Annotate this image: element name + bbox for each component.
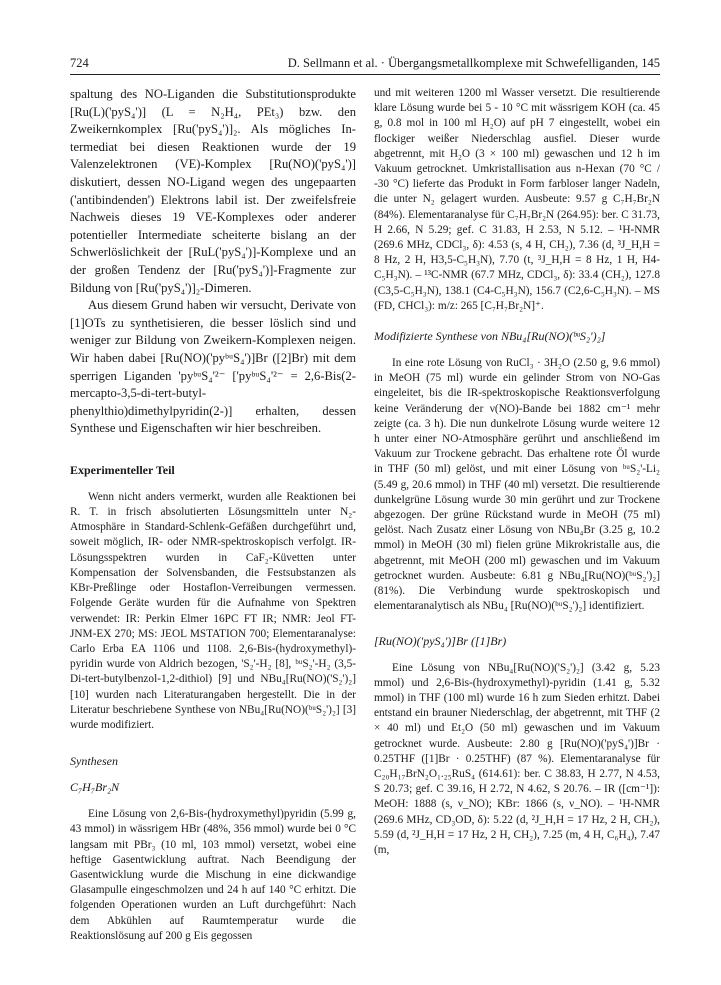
left-paragraph-3: Wenn nicht anders vermerkt, wurden alle Reaktionen bei R. T. in frisch absolutierten Lösungsmitteln unter N₂-Atmosphäre in Standard-Schlenk-Gefäßen durchgeführt und, soweit möglich, IR- oder NMR-spektroskopisch verfolgt. IR-Lösungsspektren wurden in CaF₂-Küvetten unter Kompensation der Solvensbanden, die Festsubstanzen als KBr-Preßlinge oder Hostaflon-Verreibungen vermessen. Folgende Geräte wurden für die Aufnahme von Spektren verwendet: IR: Perkin Elmer 16PC FT IR; NMR: Jeol FT-JNM-EX 270; MS: JEOL MSTATION 700; Elementaranalyse: Carlo Erba EA 1106 und 1108. 2,6-Bis-(hydroxymethyl)-pyridin wurde von Aldrich bezogen, 'S₂'-H₂ [8], ᵇᵘS₂'-H₂ (3,5-Di-tert-butylbenzol-1,2-dithiol) [9] und NBu₄[Ru(NO)('S₂')₂] [10] wurden nach Literaturangaben hergestellt. Die in der Literatur beschriebene Synthese von NBu₄[Ru(NO)(ᵇᵘS₂')₂] [3] wurde modifiziert. (70, 490, 356, 731)
subsection-heading-synthesen: Synthesen (70, 754, 118, 769)
left-column (70, 86, 356, 966)
compound-heading-ru-complex: [Ru(NO)('pyS₄')]Br ([1]Br) (374, 633, 507, 648)
left-paragraph-4: Eine Lösung von 2,6-Bis-(hydroxymethyl)pyridin (5.99 g, 43 mmol) in wässrigem HBr (48%, 356 mmol) wurde bei 0 °C langsam mit PBr₃ (10 ml, 103 mmol) versetzt, wobei eine heftige Gasentwicklung auftrat. Nach Beendigung der Gasentwicklung wurde die Mischung in eine dickwandige Glasampulle eingeschmolzen und 24 h auf 140 °C erhitzt. Die folgenden Operationen wurden an Luft durchgeführt: Nach dem Abkühlen auf Raumtemperatur wurde die Reaktionslösung auf 200 g Eis gegossen (70, 808, 356, 942)
subsection-heading-modified-synthesis: Modifizierte Synthese von NBu₄[Ru(NO)(ᵇᵘS₂')₂] (374, 329, 606, 344)
compound-heading-c7h7br2n: C₇H₇Br₂N (70, 780, 120, 795)
right-paragraph-2: In eine rote Lösung von RuCl₃ · 3H₂O (2.50 g, 9.6 mmol) in MeOH (75 ml) wurde ein gelinder Strom von NO-Gas eingeleitet, bis die IR-spektroskopische Reaktionsverfolgung keine Veränderung der ν(NO)-Bande bei 1882 cm⁻¹ mehr zeigte (ca. 3 h). Die nun dunkelrote Lösung wurde weitere 12 h unter einer NO-Atmosphäre gerührt und anschließend im Vakuum zur Trockene gebracht. Das erhaltene rote Öl wurde in THF (50 ml) gelöst, und mit einer Lösung von ᵇᵘS₂'-Li₂ (5.49 g, 20.6 mmol) in THF (40 ml) versetzt. Die resultierende dunkelgrüne Lösung wurde 30 min gerührt und zur Trockene abgezogen. Der grüne Rückstand wurde in MeOH (75 ml) gelöst. Nach Zusatz einer Lösung von NBu₄Br (3.25 g, 10.2 mmol) in MeOH (30 ml) fielen grüne Mikrokristalle aus, die abgetrennt, mit MeOH (200 ml) gewaschen und im Vakuum getrocknet wurden. Ausbeute: 6.81 g NBu₄[Ru(NO)(ᵇᵘS₂')₂] (81%). Die Verbindung wurde spektroskopisch und elementaranalytisch als NBu₄ [Ru(NO)(ᵇᵘS₂')₂] identifiziert. (374, 357, 660, 613)
left-paragraph-1: spaltung des NO-Liganden die Substitutionsprodukte [Ru(L)('pyS₄')] (L = N₂H₄, PEt₃) bzw. den Zweikernkomplex [Ru('pyS₄')]₂. Als mögliches Intermediat bei diesen Reaktionen wurde der 19 Valenzelektronen (VE)-Komplex [Ru(NO)('pyS₄')] diskutiert, dessen NO-Ligand wegen des ungepaarten ('antibindenden') Elektrons labil ist. Der zweifelsfreie Nachweis dieses 19 VE-Komplexes oder anderer potentieller Intermediate scheiterte bislang an der Schwerlöslichkeit der [RuL('pyS₄')]-Komplexe und an der großen Tendenz der [Ru('pyS₄')]-Fragmente zur Bildung von [Ru('pyS₄')]₂-Dimeren. (70, 87, 356, 295)
page-header (70, 54, 660, 72)
header-rule (70, 74, 660, 75)
right-paragraph-1: und mit weiteren 1200 ml Wasser versetzt. Die resultierende klare Lösung wurde bei 5 - 10 °C mit wässrigem KOH (ca. 45 g, 0.8 mol in 100 ml H₂O) auf pH 7 eingestellt, wobei ein flockiger weißer Niederschlag ausfiel. Dieser wurde abgetrennt, mit H₂O (3 × 100 ml) gewaschen und 12 h im Vakuum getrocknet. Umkristallisation aus n-Hexan (70 °C / -30 °C) lieferte das Produkt in Form farbloser langer Nadeln, die unter N₂ gelagert wurden. Ausbeute: 9.57 g C₇H₇Br₂N (84%). Elementaranalyse für C₇H₇Br₂N (264.95): ber. C 31.73, H 2.66, N 5.29; gef. C 31.83, H 2.53, N 5.12. – ¹H-NMR (269.6 MHz, CDCl₃, δ): 4.53 (s, 4 H, CH₂), 7.36 (d, ³J_H,H = 8 Hz, 2 H, H3,5-C₅H₃N), 7.70 (t, ³J_H,H = 8 Hz, 1 H, H4-C₅H₃N). – ¹³C-NMR (67.7 MHz, CDCl₃, δ): 33.4 (CH₂), 127.8 (C3,5-C₅H₃N), 138.1 (C4-C₅H₃N), 156.7 (C2,6-C₅H₃N). – MS (FD, CHCl₃): m/z: 265 [C₇H₇Br₂N]⁺. (374, 87, 660, 312)
section-heading-experimental: Experimenteller Teil (70, 462, 175, 477)
right-paragraph-3: Eine Lösung von NBu₄[Ru(NO)('S₂')₂] (3.42 g, 5.23 mmol) und 2,6-Bis-(hydroxymethyl)-pyridin (1.41 g, 5.32 mmol) in THF (100 ml) wurde 16 h zum Sieden erhitzt. Dabei entstand ein brauner Niederschlag, der abgetrennt, mit THF (2 × 40 ml) und Et₂O (50 ml) gewaschen und im Vakuum getrocknet wurde. Ausbeute: 2.80 g [Ru(NO)('pyS₄')]Br · 0.25THF ([1]Br · 0.25THF) (87 %). Elementaranalyse für C₂₀H₁₇BrN₂O₁.₂₅RuS₄ (614.61): ber. C 38.83, H 2.77, N 4.53, S 20.73; gef. C 39.16, H 2.72, N 4.62, S 20.76. – IR ([cm⁻¹]): MeOH: 1888 (s, ν_NO); KBr: 1866 (s, ν_NO). – ¹H-NMR (269.6 MHz, CD₃OD, δ): 5.22 (d, ²J_H,H = 17 Hz, 2 H, CH₂), 5.59 (d, ²J_H,H = 17 Hz, 2 H, CH₂), 7.25 (m, 4 H, C₆H₄), 7.47 (m, (374, 661, 660, 856)
running-title: D. Sellmann et al. · Übergangsmetallkomplexe mit Schwefelliganden, 145 (287, 56, 660, 70)
left-paragraph-2: Aus diesem Grund haben wir versucht, Derivate von [1]OTs zu synthetisieren, die besser löslich sind und weniger zur Bildung von Zweikern-Komplexen neigen. Wir haben dabei [Ru(NO)('pyᵇᵘS₄')]Br ([2]Br) mit dem sperrigen Liganden 'pyᵇᵘS₄'²⁻ ['pyᵇᵘS₄'²⁻ = 2,6-Bis(2-mercapto-3,5-di-tert-butylphenylthio)dimethylpyridin(2-)] erhalten, dessen Synthese und Eigenschaften wir hier beschreiben. (70, 298, 356, 436)
page-number: 724 (70, 56, 89, 70)
right-column (374, 86, 660, 966)
